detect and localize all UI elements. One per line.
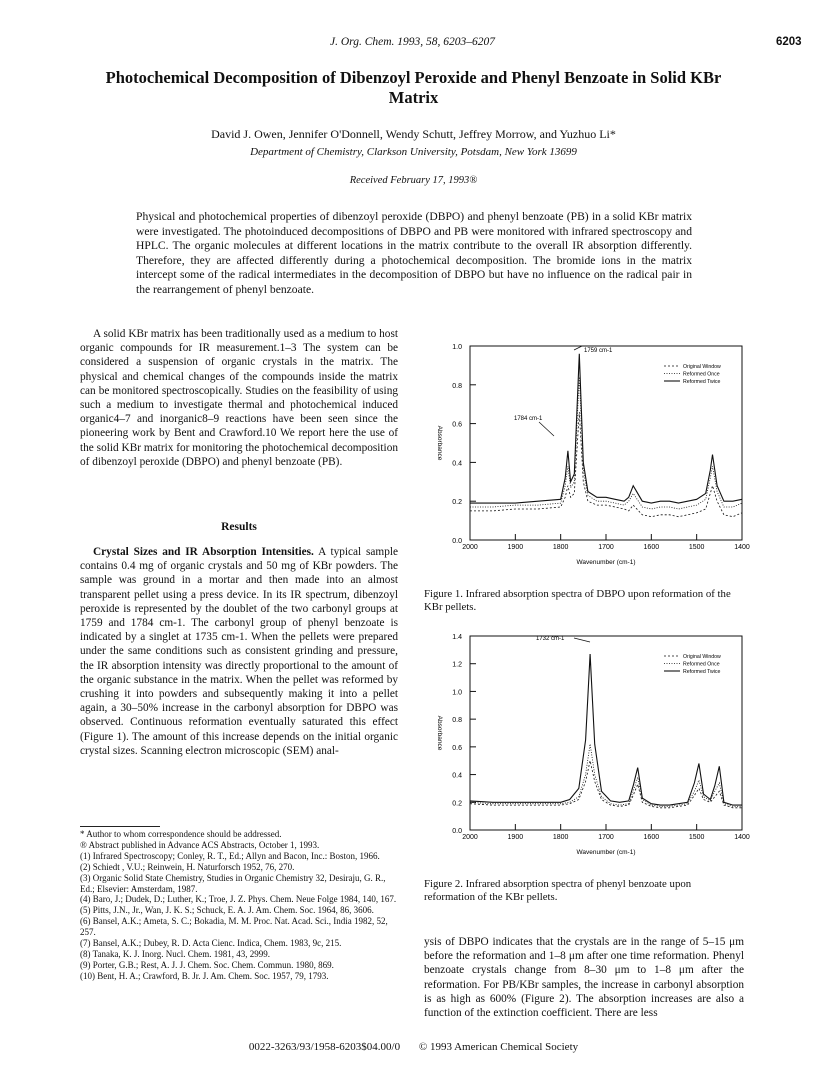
footnote: (6) Bansel, A.K.; Ameta, S. C.; Bokadia, M. M. Proc. Nat. Acad. Sci., India 1982, 52, 257. — [80, 916, 388, 938]
page-number: 6203 — [776, 36, 802, 48]
introduction — [80, 327, 398, 469]
x-tick-label: 1700 — [598, 834, 614, 841]
peak-annotation: 1784 cm-1 — [514, 416, 543, 422]
legend-label: Original Window — [683, 364, 721, 370]
article-code: 0022-3263/93/1958-6203$04.00/0 — [248, 1041, 401, 1053]
series-line-reformed-twice — [470, 654, 742, 805]
y-axis-label: Absorbance — [436, 715, 443, 751]
y-tick-label: 1.0 — [452, 344, 462, 351]
footnote: * Author to whom correspondence should be addressed. — [80, 829, 282, 839]
legend-label: Reformed Twice — [683, 379, 721, 385]
x-axis-label: Wavenumber (cm-1) — [576, 559, 636, 566]
article-title: Photochemical Decomposition of Dibenzoyl Peroxide and Phenyl Benzoate in Solid KBr Matrix — [105, 68, 722, 107]
footnote: (8) Tanaka, K. J. Inorg. Nucl. Chem. 1981, 43, 2999. — [80, 948, 271, 959]
figure-1-chart — [424, 338, 754, 584]
received-date: Received February 17, 1993® — [349, 175, 478, 186]
legend-label: Reformed Twice — [683, 669, 721, 675]
annotation-leader — [574, 638, 590, 642]
x-tick-label: 1900 — [507, 544, 524, 551]
x-axis-label: Wavenumber (cm-1) — [576, 849, 636, 856]
x-tick-label: 1900 — [507, 834, 524, 841]
x-tick-label: 1500 — [688, 834, 705, 841]
y-tick-label: 1.4 — [452, 634, 462, 641]
results-text: A typical sample contains 0.4 mg of organic crystals and 50 mg of KBr powders. The sample was ground in a mortar and then made into an almost transparent pellet using a press device. In its IR spectrum, dibenzoyl peroxide is represented by the doublet of the two carbonyl groups at 1759 and 1784 cm-1. The carbonyl group of phenyl benzoate is indicated by a singlet at 1735 cm-1. When the pellets were prepared under the same conditions such as consistent grinding and pressure, the IR absorption intensity was directly proportional to the amount of the organic substance in the matrix. When the pellet was reformed by crushing it into powders and subsequently making it into a pellet again, a 30–50% increase in the carbonyl absorption for DBPO was observed. Continuous reformation eventually saturated this effect (Figure 1). The amount of this increase depends on the initial organic crystal sizes. Scanning electron microscopic (SEM) anal- — [80, 546, 399, 757]
page-footer — [80, 1041, 747, 1053]
results-heading: Results — [221, 521, 257, 533]
x-tick-label: 1500 — [688, 544, 705, 551]
y-tick-label: 0.4 — [452, 772, 462, 780]
copyright: © 1993 American Chemical Society — [418, 1041, 579, 1053]
y-tick-label: 0.0 — [452, 828, 462, 835]
continued-paragraph: ysis of DBPO indicates that the crystals are in the range of 5–15 μm before the reformation and 1–8 μm after one time reformation. Phenyl benzoate crystals change from 8–30 μm to 1–8 μm after the reformation. For PB/KBr samples, the increase in carbonyl absorption is as high as 600% (Figure 2). The absorption increases are also a function of the extinction coefficient. There are less — [424, 936, 744, 1020]
annotation-leader — [539, 422, 554, 436]
figure-2-caption: Figure 2. Infrared absorption spectra of phenyl benzoate upon reformation of the KBr pellets. — [424, 878, 692, 903]
footnote: (10) Bent, H. A.; Crawford, B. Jr. J. Am. Chem. Soc. 1957, 79, 1793. — [80, 970, 329, 981]
y-tick-label: 0.6 — [452, 421, 462, 429]
peak-annotation: 1732 cm-1 — [536, 636, 565, 642]
footnote: (4) Baro, J.; Dudek, D.; Luther, K.; Troe, J. Z. Phys. Chem. Neue Folge 1984, 140, 167. — [80, 894, 397, 905]
x-tick-label: 1800 — [552, 544, 569, 551]
footnote: (5) Pitts, J.N., Jr., Wan, J. K. S.; Schuck, E. A. J. Am. Chem. Soc. 1964, 86, 3606. — [80, 905, 374, 916]
footnote: ® Abstract published in Advance ACS Abstracts, October 1, 1993. — [80, 839, 320, 850]
y-tick-label: 0.2 — [452, 800, 462, 808]
y-tick-label: 0.2 — [452, 499, 462, 507]
authors: David J. Owen, Jennifer O'Donnell, Wendy Schutt, Jeffrey Morrow, and Yuzhuo Li* — [211, 127, 616, 141]
footnote: (2) Schiedt , V.U.; Reinwein, H. Naturforsch 1952, 76, 270. — [80, 861, 295, 872]
x-tick-label: 1700 — [598, 544, 614, 551]
y-tick-label: 0.8 — [452, 717, 462, 725]
legend-label: Reformed Once — [683, 371, 720, 378]
y-tick-label: 1.2 — [452, 661, 462, 669]
affiliation: Department of Chemistry, Clarkson University, Potsdam, New York 13699 — [250, 146, 577, 158]
abstract: Physical and photochemical properties of dibenzoyl peroxide (DBPO) and phenyl benzoate (PB) in a solid KBr matrix were investigated. The photoinduced decompositions of DBPO and PB were monitored with infrared spectroscopy and HPLC. The organic molecules at different locations in the matrix contribute to the overall IR absorption differently. Therefore, they are affected differently during a photochemical decomposition. The bromide ions in the matrix intercept some of the radical intermediates in the decomposition of DBPO but have no influence on the radical pair in the rearrangement of phenyl benzoate. — [136, 210, 692, 296]
x-tick-label: 2000 — [462, 544, 478, 551]
peak-annotation: 1759 cm-1 — [584, 348, 613, 354]
footnote: (1) Infrared Spectroscopy; Conley, R. T., Ed.; Allyn and Bacon, Inc.: Boston, 1966. — [80, 850, 380, 861]
y-tick-label: 0.8 — [452, 382, 462, 390]
figure-1-caption: Figure 1. Infrared absorption spectra of DBPO upon reformation of the KBr pellets. — [424, 588, 731, 613]
results-subheading: Crystal Sizes and IR Absorption Intensities. — [93, 546, 314, 558]
results-paragraph — [80, 545, 398, 758]
journal-header: J. Org. Chem. 1993, 58, 6203–6207 — [330, 36, 496, 48]
x-tick-label: 1800 — [552, 834, 569, 841]
y-axis-label: Absorbance — [436, 425, 443, 461]
x-tick-label: 1600 — [643, 834, 660, 841]
y-tick-label: 1.0 — [452, 689, 462, 697]
x-tick-label: 1600 — [643, 544, 660, 551]
x-tick-label: 1400 — [734, 544, 750, 551]
x-tick-label: 1400 — [734, 834, 750, 841]
series-line-original-window — [470, 761, 742, 808]
footnote: (3) Organic Solid State Chemistry, Studies in Organic Chemistry 32, Desiraju, G. R., Ed.; Elsevier: Amsterdam, 1987. — [80, 872, 386, 894]
legend-label: Original Window — [683, 654, 721, 660]
footnotes — [80, 829, 398, 982]
x-tick-label: 2000 — [462, 834, 478, 841]
footnote: (9) Porter, G.B.; Rest, A. J. J. Chem. Soc. Chem. Commun. 1980, 869. — [80, 959, 334, 970]
y-tick-label: 0.6 — [452, 744, 462, 752]
results-section — [80, 545, 398, 758]
intro-paragraph: A solid KBr matrix has been traditionally used as a medium to host organic compounds for IR measurement.1–3 The system can be considered a suspension of organic crystals in the matrix. The physical and chemical changes of the compounds inside the matrix can be monitored spectroscopically. Studies on the feasibility of using such a medium to investigate thermal and photochemical induced organic4–7 and inorganic8–9 reactions have been seen since the pioneering work by Bent and Crawford.10 We report here the use of the solid KBr matrix for monitoring the photochemical decomposition of dibenzoyl peroxide (DBPO) and phenyl benzoate (PB). — [80, 328, 398, 468]
footnote: (7) Bansel, A.K.; Dubey, R. D. Acta Cienc. Indica, Chem. 1983, 9c, 215. — [80, 938, 342, 949]
figure-2-chart — [424, 628, 754, 874]
annotation-leader — [574, 346, 582, 350]
y-tick-label: 0.4 — [452, 460, 462, 468]
series-line-reformed-once — [470, 377, 742, 509]
y-tick-label: 0.0 — [452, 538, 462, 545]
right-column-text — [424, 935, 744, 1020]
legend-label: Reformed Once — [683, 661, 720, 668]
footnote-rule — [80, 826, 160, 827]
